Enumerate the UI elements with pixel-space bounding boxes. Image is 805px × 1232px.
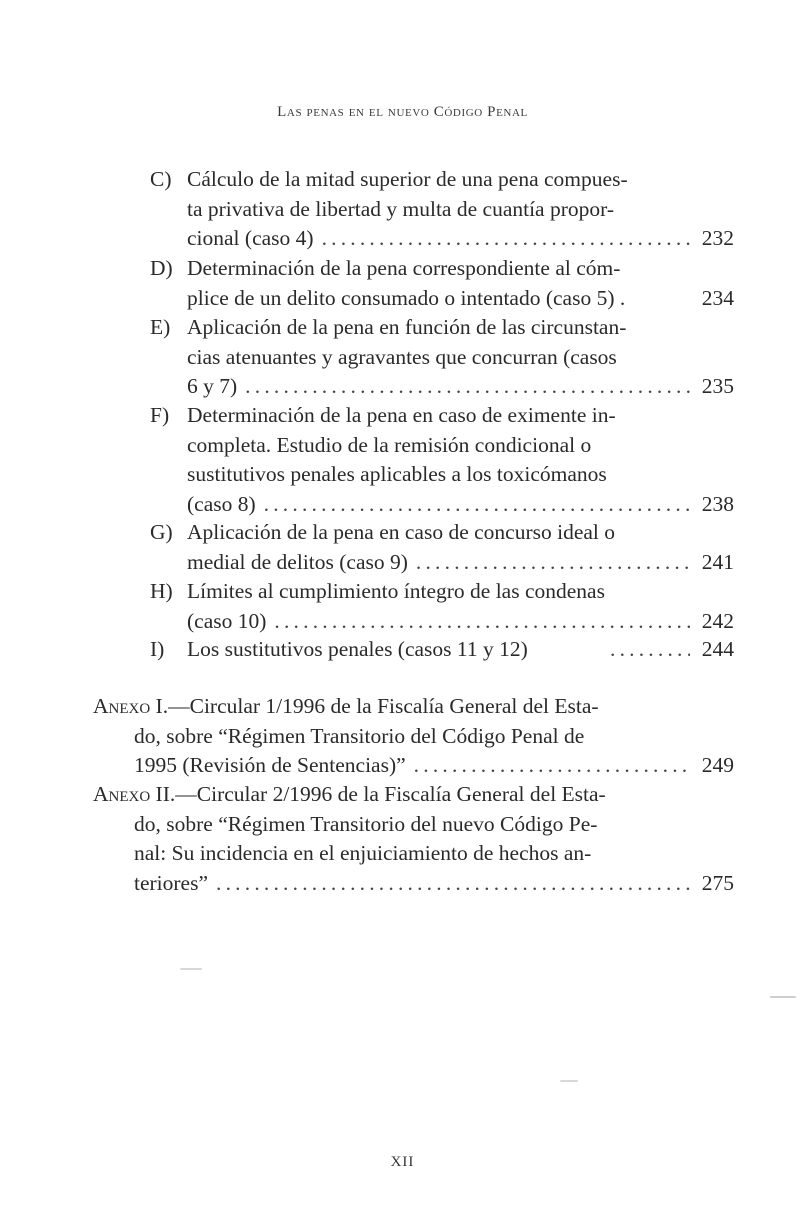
entry-letter: C) (150, 167, 172, 191)
entry-last-line: Los sustitutivos penales (casos 11 y 12) (187, 637, 528, 661)
annex-last-line: 1995 (Revisión de Sentencias)” (134, 753, 406, 777)
entry-line: Aplicación de la pena en caso de concurso ideal o (187, 520, 616, 544)
dot-leader (216, 869, 690, 899)
entry-line: sustitutivos penales aplicables a los toxicómanos (187, 462, 607, 486)
scan-speck (770, 996, 796, 998)
entry-leader-line (187, 490, 734, 520)
entry-last-line: cional (caso 4) (187, 226, 314, 250)
entry-letter: D) (150, 256, 173, 280)
page-number: 244 (701, 637, 734, 661)
toc-entry-c (150, 165, 734, 254)
annex-leader-line (134, 751, 734, 781)
annex-first-line (93, 692, 734, 722)
toc-entry-g (150, 518, 734, 577)
entry-letter: E) (150, 315, 171, 339)
toc-entry-e (150, 313, 734, 402)
entry-letter: I) (150, 637, 165, 661)
running-head: Las penas en el nuevo Código Penal (277, 104, 528, 120)
annex-line: nal: Su incidencia en el enjuiciamiento de hechos an- (134, 841, 592, 865)
entry-leader-line (187, 548, 734, 578)
toc-entry-i (150, 635, 734, 665)
dot-leader (416, 548, 690, 578)
annex-line: do, sobre “Régimen Transitorio del Código Penal de (134, 723, 585, 748)
entry-line: Determinación de la pena en caso de eximente in- (187, 403, 616, 427)
scan-speck (560, 1080, 578, 1082)
entry-letter: H) (150, 579, 173, 603)
dot-leader (264, 490, 690, 520)
page-number: 242 (701, 608, 734, 633)
page-number: 234 (701, 285, 734, 310)
annex-label: Anexo II. (93, 782, 176, 806)
page-folio: XII (390, 1154, 415, 1170)
dot-leader (610, 635, 690, 665)
annex-entry-1 (93, 692, 734, 781)
entry-leader-line (187, 635, 734, 665)
entry-line: Cálculo de la mitad superior de una pena compues- (187, 167, 628, 191)
entry-last-line: (caso 8) (187, 491, 256, 516)
annex-title-start: —Circular 2/1996 de la Fiscalía General del Esta- (175, 782, 606, 806)
entry-leader-line (187, 224, 734, 254)
annex-first-line (93, 780, 734, 810)
dot-leader (245, 372, 690, 402)
entry-line: completa. Estudio de la remisión condicional o (187, 432, 592, 457)
entry-line: Límites al cumplimiento íntegro de las condenas (187, 579, 605, 603)
toc-entry-d (150, 254, 734, 313)
annex-leader-line (134, 869, 734, 899)
page-number: 232 (701, 226, 734, 250)
annex-last-line: teriores” (134, 870, 209, 895)
entry-leader-line (187, 607, 734, 637)
dot-leader (414, 751, 690, 781)
entry-line: ta privativa de libertad y multa de cuantía propor- (187, 196, 615, 221)
page-number: 238 (701, 491, 734, 516)
entry-line: cias atenuantes y agravantes que concurran (casos (187, 344, 617, 369)
entry-letter: G) (150, 520, 173, 544)
annex-label: Anexo I. (93, 694, 169, 718)
page-number: 235 (701, 374, 734, 398)
entry-last-line: plice de un delito consumado o intentado (caso 5) . (187, 285, 626, 310)
page-number: 249 (701, 753, 734, 777)
page-number: 275 (701, 870, 734, 895)
entry-last-line: (caso 10) (187, 608, 267, 633)
toc-entry-f (150, 401, 734, 519)
annex-title-start: —Circular 1/1996 de la Fiscalía General del Esta- (168, 694, 599, 718)
entry-last-line: medial de delitos (caso 9) (187, 549, 408, 574)
annex-line: do, sobre “Régimen Transitorio del nuevo Código Pe- (134, 811, 598, 836)
dot-leader (322, 224, 690, 254)
entry-line: Aplicación de la pena en función de las circunstan- (187, 315, 627, 339)
toc-entry-h (150, 577, 734, 636)
annex-entry-2 (93, 780, 734, 898)
entry-line: Determinación de la pena correspondiente al cóm- (187, 256, 621, 280)
page-number: 241 (701, 549, 734, 574)
entry-leader-line (187, 372, 734, 402)
entry-last-line: 6 y 7) (187, 374, 238, 398)
dot-leader (274, 607, 690, 637)
entry-leader-line (187, 284, 734, 314)
scan-speck (180, 968, 202, 970)
entry-letter: F) (150, 403, 170, 427)
